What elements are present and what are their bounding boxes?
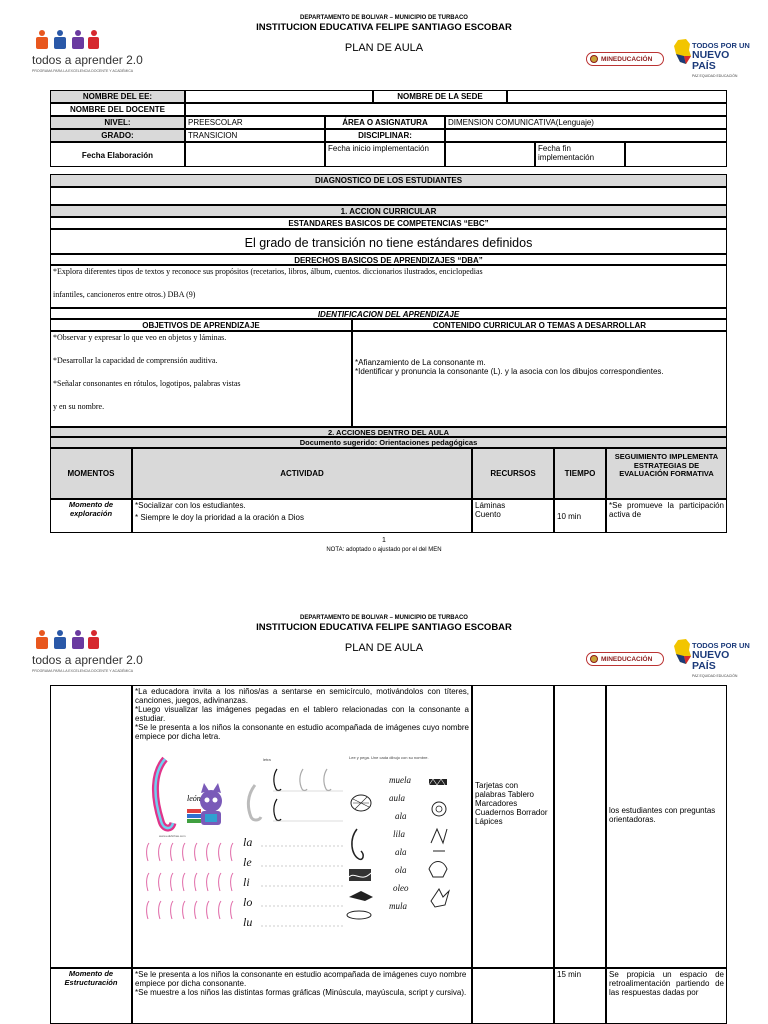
- word-label: lila: [393, 829, 406, 839]
- contenido-heading: CONTENIDO CURRICULAR O TEMAS A DESARROLLAR: [352, 319, 727, 331]
- syllable-label: lu: [243, 915, 253, 929]
- todos-por-un-text: TODOS POR UN: [692, 41, 750, 50]
- fecha-inicio-label: Fecha inicio implementación: [325, 142, 445, 167]
- page-number: 1: [382, 537, 386, 544]
- actividad-line: * Siempre le doy la prioridad a la oración a Dios: [135, 513, 304, 522]
- nivel-label: NIVEL:: [50, 116, 185, 129]
- todos-a-aprender-logo: [30, 28, 160, 80]
- sede-value: [507, 90, 727, 103]
- syllable-label: le: [243, 855, 252, 869]
- momento-exploracion: Momento de exploración: [50, 499, 132, 533]
- fecha-fin-label: Fecha fin implementación: [535, 142, 625, 167]
- letter-l-worksheet: [143, 751, 461, 931]
- nuevo-pais-subtext: PAZ EQUIDAD EDUCACIÓN: [692, 74, 738, 78]
- todos-por-un-nuevo-pais: [692, 642, 752, 680]
- people-figures-icon: [30, 28, 100, 52]
- word-label: muela: [389, 775, 411, 785]
- objetivo-item: *Señalar consonantes en rótulos, logotipos, palabras vistas: [53, 379, 241, 388]
- mineducacion-logo: [582, 630, 752, 682]
- seguimiento-exploracion: *Se promueve la participación activa de: [606, 499, 727, 533]
- fecha-fin-value: [625, 142, 727, 167]
- site-label: www.edufichas.com: [159, 834, 186, 838]
- diagnostico-body: [50, 187, 727, 205]
- page-title: PLAN DE AULA: [344, 42, 424, 54]
- seguimiento-continuation: los estudiantes con preguntas orientadoras.: [606, 685, 727, 968]
- recursos-header: RECURSOS: [472, 448, 554, 499]
- momento-continuation: [50, 685, 132, 968]
- page-title: PLAN DE AULA: [344, 642, 424, 654]
- recursos-exploracion: [472, 499, 554, 533]
- grado-label: GRADO:: [50, 129, 185, 142]
- mineducacion-badge: [586, 652, 664, 666]
- actividad-exploracion: [132, 499, 472, 533]
- logo-subtext: PROGRAMA PARA LA EXCELENCIA DOCENTE Y ACADÉMICA: [32, 69, 134, 73]
- sede-label: NOMBRE DE LA SEDE: [373, 90, 507, 103]
- institution-heading: INSTITUCION EDUCATIVA FELIPE SANTIAGO ESCOBAR: [256, 22, 512, 33]
- syllable-label: li: [243, 875, 250, 889]
- recursos-continuation: Tarjetas con palabras Tablero Marcadores Cuadernos Borrador Lápices: [472, 685, 554, 968]
- word-label: ala: [395, 847, 407, 857]
- actividad-estructuracion: *Se le presenta a los niños la consonante en estudio acompañada de imágenes cuyo nombre empiece por dicha consonante. *Se muestre a los niños las distintas formas gráficas (Minúscula, mayúscula, script y cursiva).: [132, 968, 472, 1024]
- todos-a-aprender-logo: [30, 628, 160, 680]
- docente-label: NOMBRE DEL DOCENTE: [50, 103, 185, 116]
- syllable-label: la: [243, 835, 253, 849]
- colombia-map-icon: [672, 38, 692, 66]
- actividad-header: ACTIVIDAD: [132, 448, 472, 499]
- disciplinar-value: [445, 129, 727, 142]
- people-figures-icon: [30, 628, 100, 652]
- accion-curricular-heading: 1. ACCION CURRICULAR: [50, 205, 727, 217]
- logo-text: todos a aprender 2.0: [32, 653, 143, 667]
- contenidos-body: [352, 331, 727, 427]
- actividad-line: *Se le presenta a los niños la consonante en estudio acompañada de imágenes cuyo nombre empiece por dicha letra.: [135, 723, 469, 741]
- momento-estructuracion: Momento de Estructuración: [50, 968, 132, 1024]
- actividad-line: *Luego visualizar las imágenes pegadas en el tablero relacionadas con la consonante a estudiar.: [135, 705, 469, 723]
- worksheet-instruction: Lee y pega. Une cada dibujo con su nombre.: [349, 755, 429, 760]
- objetivos-heading: OBJETIVOS DE APRENDIZAJE: [50, 319, 352, 331]
- contenido-item: *Afianzamiento de La consonante m.: [355, 358, 486, 367]
- books-icon: [187, 809, 201, 813]
- nuevo-pais-subtext: PAZ EQUIDAD EDUCACIÓN: [692, 674, 738, 678]
- mineducacion-logo: [582, 30, 752, 82]
- seguimiento-estructuracion: Se propicia un espacio de retroalimentación partiendo de las respuestas dadas por: [606, 968, 727, 1024]
- cat-reading-icon: [200, 790, 222, 812]
- tiempo-exploracion: 10 min: [554, 499, 606, 533]
- objetivo-item: *Desarrollar la capacidad de comprensión auditiva.: [53, 356, 218, 365]
- syllable-label: lo: [243, 895, 253, 909]
- acciones-heading: 2. ACCIONES DENTRO DEL AULA: [50, 427, 727, 437]
- logo-subtext: PROGRAMA PARA LA EXCELENCIA DOCENTE Y ACADÉMICA: [32, 669, 134, 673]
- objetivo-item: y en su nombre.: [53, 402, 105, 411]
- nivel-value: PREESCOLAR: [185, 116, 325, 129]
- contenido-item: *Identificar y pronuncia la consonante (L). y la asocia con los dibujos correspondientes.: [355, 367, 664, 376]
- leon-label: león: [187, 794, 201, 803]
- objetivo-item: *Observar y expresar lo que veo en objetos y láminas.: [53, 333, 227, 342]
- actividad-line: *Socializar con los estudiantes.: [135, 501, 246, 510]
- fecha-elaboracion-label: Fecha Elaboración: [50, 142, 185, 167]
- plan-table-page-2: [50, 685, 727, 1024]
- identificacion-heading: IDENTIFICACION DEL APRENDIZAJE: [50, 308, 727, 319]
- logo-text: todos a aprender 2.0: [32, 53, 143, 67]
- todos-por-un-text: TODOS POR UN: [692, 641, 750, 650]
- dba-line-1: *Explora diferentes tipos de textos y reconoce sus propósitos (recetarios, libros, álbum, cuentos. diccionarios ilustrados, enciclopedias: [53, 267, 483, 276]
- document-page-2: [0, 600, 768, 1024]
- diagnostico-heading: DIAGNOSTICO DE LOS ESTUDIANTES: [50, 174, 727, 187]
- todos-por-un-nuevo-pais: [692, 42, 752, 80]
- objetivos-body: [50, 331, 352, 427]
- letra-label: letra: [263, 757, 271, 762]
- tiempo-header: TIEMPO: [554, 448, 606, 499]
- documento-sugerido: Documento sugerido: Orientaciones pedagógicas: [50, 437, 727, 448]
- ebc-heading: ESTANDARES BASICOS DE COMPETENCIAS “EBC”: [50, 217, 727, 229]
- page-gap: [0, 575, 768, 600]
- ee-label: NOMBRE DEL EE:: [50, 90, 185, 103]
- colombia-map-icon: [672, 638, 692, 666]
- department-heading: DEPARTAMENTO DE BOLIVAR – MUNICIPIO DE TURBACO: [300, 15, 468, 21]
- mineducacion-text: MINEDUCACIÓN: [601, 55, 653, 63]
- nuevo-pais-text: NUEVO PAÍS: [692, 49, 730, 72]
- ee-value: [185, 90, 373, 103]
- plan-table-page-1: [50, 90, 727, 533]
- seal-icon: [590, 655, 598, 663]
- actividad-continuation: [132, 685, 472, 968]
- disciplinar-label: DISCIPLINAR:: [325, 129, 445, 142]
- recurso-line: Cuento: [475, 510, 501, 519]
- ebc-text: El grado de transición no tiene estándares definidos: [50, 229, 727, 254]
- institution-heading: INSTITUCION EDUCATIVA FELIPE SANTIAGO ESCOBAR: [256, 622, 512, 633]
- seguimiento-header: SEGUIMIENTO IMPLEMENTA ESTRATEGIAS DE EVALUACIÓN FORMATIVA: [606, 448, 727, 499]
- dba-heading: DERECHOS BASICOS DE APRENDIZAJES “DBA”: [50, 254, 727, 265]
- momentos-header: MOMENTOS: [50, 448, 132, 499]
- word-label: aula: [389, 793, 406, 803]
- seal-icon: [590, 55, 598, 63]
- department-heading: DEPARTAMENTO DE BOLIVAR – MUNICIPIO DE TURBACO: [300, 615, 468, 621]
- word-label: oleo: [393, 883, 409, 893]
- recurso-line: Láminas: [475, 501, 506, 510]
- word-label: ola: [395, 865, 407, 875]
- area-value: DIMENSION COMUNICATIVA(Lenguaje): [445, 116, 727, 129]
- word-label: mula: [389, 901, 407, 911]
- docente-value: [185, 103, 727, 116]
- page-footnote: NOTA: adoptado o ajustado por el del MEN: [326, 547, 442, 553]
- mineducacion-text: MINEDUCACIÓN: [601, 655, 653, 663]
- dba-line-2: infantiles, cancioneros entre otros.) DBA (9): [53, 290, 196, 299]
- dba-text: [50, 265, 727, 308]
- tiempo-continuation: [554, 685, 606, 968]
- fecha-elaboracion-value: [185, 142, 325, 167]
- word-label: ala: [395, 811, 407, 821]
- mineducacion-badge: [586, 52, 664, 66]
- fecha-inicio-value: [445, 142, 535, 167]
- nuevo-pais-text: NUEVO PAÍS: [692, 649, 730, 672]
- actividad-line: *La educadora invita a los niños/as a sentarse en semicírculo, motivándolos con títeres, canciones, juegos, adivinanzas.: [135, 687, 469, 705]
- grado-value: TRANSICION: [185, 129, 325, 142]
- area-label: ÁREA O ASIGNATURA: [325, 116, 445, 129]
- recursos-estructuracion: [472, 968, 554, 1024]
- tiempo-estructuracion: 15 min: [554, 968, 606, 1024]
